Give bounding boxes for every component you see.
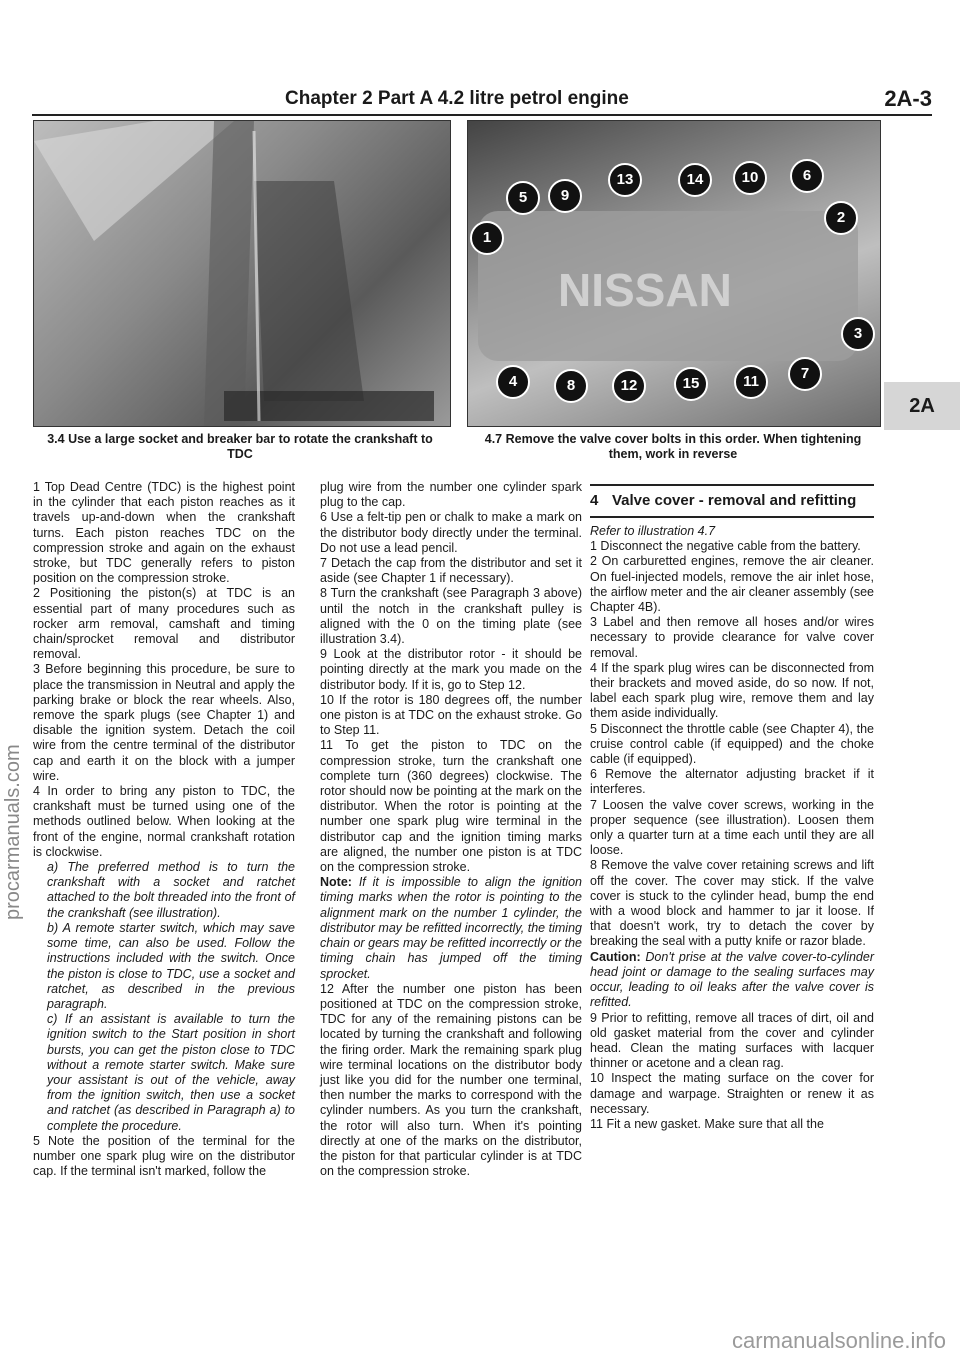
bolt-marker-6: 6 xyxy=(790,159,824,193)
page-header-title: Chapter 2 Part A 4.2 litre petrol engine xyxy=(285,88,629,109)
list-item: c) If an assistant is available to turn the ignition switch to the Start position in short bursts, you can get the piston close to TDC without a remote starter switch. Make sure your assistant is out of the vehicle, away from the ignition switch, then use a socket and ratchet (as described in Paragraph a) to complete the procedure. xyxy=(47,1012,295,1133)
photo-socket-breaker-bar xyxy=(33,120,451,427)
paragraph: 2 On carburetted engines, remove the air cleaner. On fuel-injected models, remove the air inlet hose, the airflow meter and the air cleaner assembly (see Chapter 4B). xyxy=(590,554,874,615)
list-item: b) A remote starter switch, which may save some time, can also be used. Follow the instructions included with the switch. Once the piston is close to TDC, use a socket and ratchet, as described in the previous paragraph. xyxy=(47,920,295,1011)
paragraph: 4 In order to bring any piston to TDC, the crankshaft must be turned using one of the methods outlined below. When looking at the front of the engine, normal crankshaft rotation is clockwise. xyxy=(33,784,295,859)
bolt-marker-15: 15 xyxy=(674,367,708,401)
paragraph: 12 After the number one piston has been positioned at TDC on the compression stroke, TDC for any of the remaining pistons can be located by turning the crankshaft and following the firing order. Mark the remaining spark plug wire terminal locations on the distributor body just like you did for the number one terminal, then number the marks to correspond with the cylinder numbers. As you turn the crankshaft, the rotor will also turn. When it's pointing directly at one of the marks on the distributor, the piston for that particular cylinder is at TDC on the compression stroke. xyxy=(320,981,582,1179)
refer-to-illustration: Refer to illustration 4.7 xyxy=(590,524,716,538)
text-column-1 xyxy=(33,480,295,1179)
paragraph: 3 Before beginning this procedure, be sure to place the transmission in Neutral and apply the parking brake or block the rear wheels. Also, remove the spark plugs (see Chapter 1) and disable the ignition system. Detach the coil wire from the centre terminal of the distributor cap and earth it on the block with a jumper wire. xyxy=(33,662,295,783)
paragraph: 8 Remove the valve cover retaining screws and lift off the cover. The cover may stick. If the valve cover is stuck to the cylinder head, bump the end with a wood block and hammer to jar it loose. If that doesn't work, try to detach the cover by breaking the seal with a putty knife or razor blade. xyxy=(590,858,874,949)
bolt-marker-4: 4 xyxy=(496,365,530,399)
photo-valve-cover-bolt-order xyxy=(467,120,881,427)
paragraph: 7 Loosen the valve cover screws, working in the proper sequence (see illustration). Loosen them only a quarter turn at a time each until they are all loose. xyxy=(590,797,874,858)
paragraph: 10 If the rotor is 180 degrees off, the number one piston is at TDC on the exhaust stroke. Go to Step 11. xyxy=(320,692,582,738)
section-title: Valve cover - removal and refitting xyxy=(612,492,857,509)
footer-watermark: carmanualsonline.info xyxy=(731,1328,946,1353)
note-paragraph xyxy=(320,875,582,981)
bolt-marker-9: 9 xyxy=(548,179,582,213)
paragraph: 6 Use a felt-tip pen or chalk to make a mark on the distributor body directly under the terminal. Do not use a lead pencil. xyxy=(320,510,582,555)
text-column-3 xyxy=(590,484,874,1132)
side-watermark: procarmanuals.com xyxy=(2,744,24,920)
paragraph: 11 To get the piston to TDC on the compression stroke, turn the crankshaft one complete turn (360 degrees) clockwise. The rotor should now be pointing at the mark on the distributor. When the rotor is pointing at the number one spark plug wire terminal in the distributor cap and the ignition timing marks are aligned, the number one piston is at TDC on the compression stroke. xyxy=(320,738,582,875)
bolt-marker-13: 13 xyxy=(608,163,642,197)
caution-paragraph xyxy=(590,950,874,1011)
paragraph: 10 Inspect the mating surface on the cover for damage and warpage. Straighten or renew it as necessary. xyxy=(590,1071,874,1116)
paragraph: 1 Disconnect the negative cable from the battery. xyxy=(590,539,861,554)
bolt-marker-7: 7 xyxy=(788,357,822,391)
list-item: a) The preferred method is to turn the crankshaft with a socket and ratchet attached to the bolt threaded into the front of the crankshaft (see illustration). xyxy=(47,860,295,920)
paragraph: 5 Note the position of the terminal for the number one spark plug wire on the distributor cap. If the terminal isn't marked, follow the xyxy=(33,1133,295,1179)
bolt-marker-1: 1 xyxy=(470,221,504,255)
paragraph: 4 If the spark plug wires can be disconnected from their brackets and moved aside, do so now. If not, label each spark plug wire, remove them and lay them aside individually. xyxy=(590,660,874,721)
valve-cover-brand-text: NISSAN xyxy=(558,264,732,316)
bolt-marker-8: 8 xyxy=(554,369,588,403)
paragraph: 2 Positioning the piston(s) at TDC is an essential part of many procedures such as rocker arm removal, camshaft and timing chain/sprocket removal and distributor removal. xyxy=(33,586,295,662)
note-text: If it is impossible to align the ignition timing marks when the rotor is pointing to the alignment mark on the number 1 cylinder, the distributor may be refitted incorrectly, the timing chain or gears may be refitted incorrectly or the timing chain has jumped off the timing sprocket. xyxy=(320,875,582,981)
bolt-marker-11: 11 xyxy=(734,365,768,399)
bolt-marker-14: 14 xyxy=(678,163,712,197)
paragraph: plug wire from the number one cylinder spark plug to the cap. xyxy=(320,480,582,510)
paragraph: 5 Disconnect the throttle cable (see Chapter 4), the cruise control cable (if equipped) and the choke cable (if equipped). xyxy=(590,721,874,767)
figure-caption-4-7: 4.7 Remove the valve cover bolts in this order. When tightening them, work in reverse xyxy=(484,432,862,461)
bolt-marker-3: 3 xyxy=(841,317,875,351)
bolt-marker-5: 5 xyxy=(506,181,540,215)
note-label: Note: xyxy=(320,875,352,890)
figure-caption-3-4: 3.4 Use a large socket and breaker bar to rotate the crankshaft to TDC xyxy=(47,432,433,461)
paragraph: 8 Turn the crankshaft (see Paragraph 3 above) until the notch in the crankshaft pulley is aligned with the 0 on the timing plate (see illustration 3.4). xyxy=(320,586,582,647)
section-rule-top xyxy=(590,484,874,486)
paragraph: 1 Top Dead Centre (TDC) is the highest point in the cylinder that each piston reaches as it travels up-and-down when the crankshaft turns. Each piston reaches TDC on the compression stroke and again on the exhaust stroke, but TDC generally refers to piston position on the compression stroke. xyxy=(33,480,295,586)
paragraph: 9 Prior to refitting, remove all traces of dirt, oil and old gasket material from the cover and cylinder head. Clean the mating surfaces with lacquer thinner or acetone and a clean rag. xyxy=(590,1010,874,1071)
bolt-marker-2: 2 xyxy=(824,201,858,235)
section-number: 4 xyxy=(590,492,599,509)
photo-illustration xyxy=(34,121,450,426)
paragraph: 7 Detach the cap from the distributor and set it aside (see Chapter 1 if necessary). xyxy=(320,556,582,586)
caution-label: Caution: xyxy=(590,949,641,964)
page-code: 2A-3 xyxy=(884,86,932,111)
paragraph: 6 Remove the alternator adjusting bracket if it interferes. xyxy=(590,767,874,797)
paragraph: 9 Look at the distributor rotor - it should be pointing directly at the mark you made on the distributor body. If it is, go to Step 12. xyxy=(320,647,582,692)
caution-text: Don't prise at the valve cover-to-cylinder head joint or damage to the sealing surfaces may occur, leading to oil leaks after the valve cover is refitted. xyxy=(590,949,874,1010)
section-heading xyxy=(590,492,874,510)
bolt-marker-12: 12 xyxy=(612,369,646,403)
section-rule-bottom xyxy=(590,516,874,518)
paragraph: 11 Fit a new gasket. Make sure that all the xyxy=(590,1116,824,1131)
bolt-marker-10: 10 xyxy=(733,161,767,195)
chapter-side-tab: 2A xyxy=(884,382,960,430)
header-rule xyxy=(32,114,932,116)
text-column-2 xyxy=(320,480,582,1179)
paragraph: 3 Label and then remove all hoses and/or wires necessary to provide clearance for valve cover removal. xyxy=(590,615,874,660)
